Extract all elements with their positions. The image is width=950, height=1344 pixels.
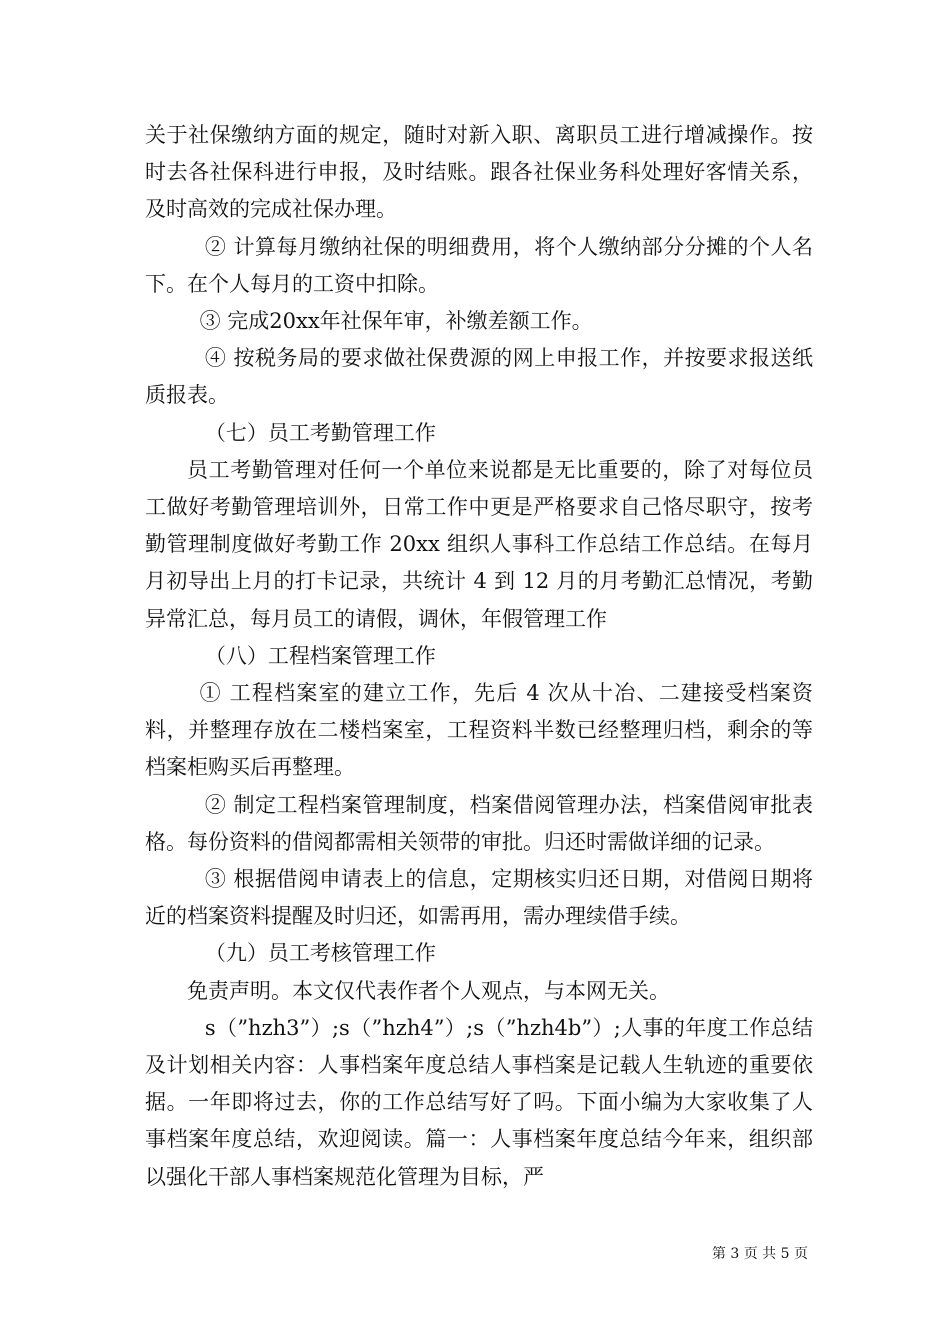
paragraph-disclaimer: 免责声明。本文仅代表作者个人观点，与本网无关。 bbox=[187, 978, 670, 1003]
section-heading-assessment: （九）员工考核管理工作 bbox=[204, 941, 436, 966]
paragraph-related-content: s（”hzh3”）;s（”hzh4”）;s（”hzh4b”）;人事的年度工作总结及计划相关内容：人事档案年度总结人事档案是记载人生轨迹的重要依据。一年即将过去，你的工作总结写好了吗。下面小编为大家收集了人事档案年度总结，欢迎阅读。篇一：人事档案年度总结今年来，组织部以强化干部人事档案规范化管理为目标，严 bbox=[145, 1015, 813, 1189]
paragraph-item-3-annual-review: ③ 完成20xx年社保年审，补缴差额工作。 bbox=[199, 309, 593, 334]
section-heading-attendance: （七）员工考勤管理工作 bbox=[204, 420, 436, 445]
paragraph-item-2-archive-rules: ② 制定工程档案管理制度，档案借阅管理办法，档案借阅审批表格。每份资料的借阅都需相关领带的审批。归还时需做详细的记录。 bbox=[145, 792, 813, 854]
paragraph-item-1-archive-room: ① 工程档案室的建立工作，先后 4 次从十冶、二建接受档案资料，并整理存放在二楼档案室，工程资料半数已经整理归档，剩余的等档案柜购买后再整理。 bbox=[145, 681, 813, 780]
paragraph-attendance-management: 员工考勤管理对任何一个单位来说都是无比重要的，除了对每位员工做好考勤管理培训外，日常工作中更是严格要求自己恪尽职守，按考勤管理制度做好考勤工作 20xx 组织人事科工作总结工作总结。在每月月初导出上月的打卡记录，共统计 4 到 12 月的月考勤汇总情况，考勤异常汇总，每月员工的请假，调休，年假管理工作 bbox=[145, 457, 813, 631]
document-body bbox=[145, 117, 813, 1196]
paragraph-item-2-calc-fees: ② 计算每月缴纳社保的明细费用，将个人缴纳部分分摊的个人名下。在个人每月的工资中扣除。 bbox=[145, 234, 813, 296]
paragraph-item-4-tax-declaration: ④ 按税务局的要求做社保费源的网上申报工作，并按要求报送纸质报表。 bbox=[145, 346, 813, 408]
paragraph-item-3-return-reminder: ③ 根据借阅申请表上的信息，定期核实归还日期，对借阅日期将近的档案资料提醒及时归还，如需再用，需办理续借手续。 bbox=[145, 867, 813, 929]
paragraph-social-insurance-rules: 关于社保缴纳方面的规定，随时对新入职、离职员工进行增减操作。按时去各社保科进行申报，及时结账。跟各社保业务科处理好客情关系，及时高效的完成社保办理。 bbox=[145, 123, 813, 222]
page-number-footer: 第 3 页 共 5 页 bbox=[711, 1246, 808, 1262]
section-heading-project-archives: （八）工程档案管理工作 bbox=[204, 643, 436, 668]
